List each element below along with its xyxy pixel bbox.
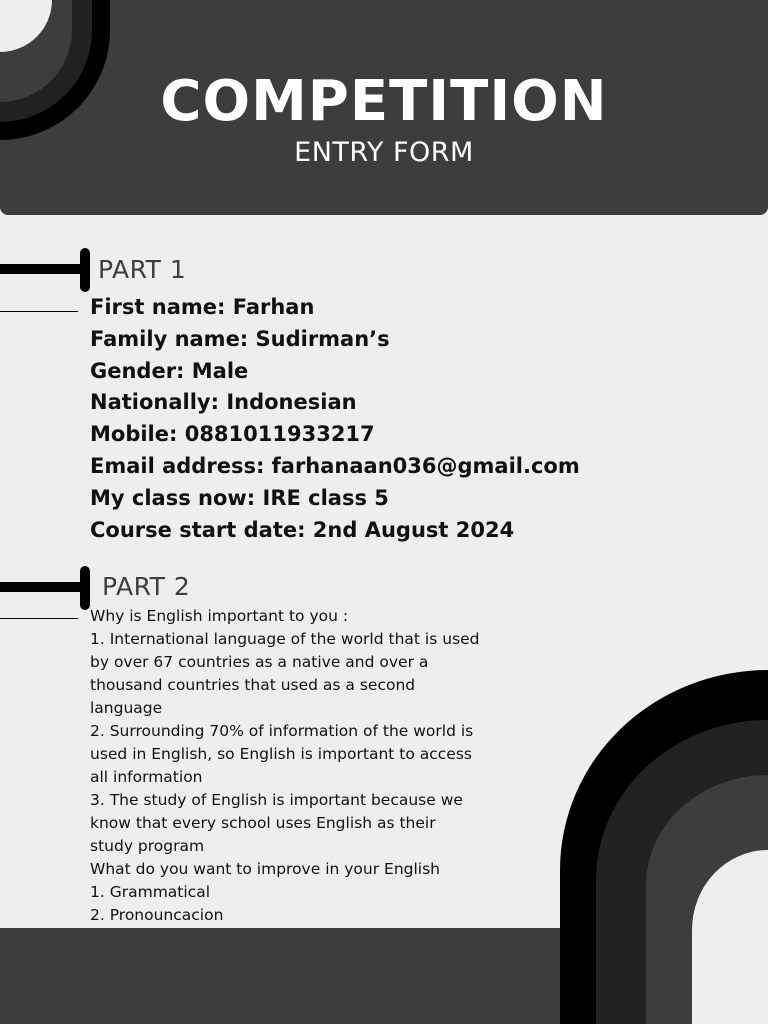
answer-line: language (90, 699, 163, 717)
answer-line: What do you want to improve in your English (90, 860, 440, 878)
part1-heading: PART 1 (98, 255, 187, 284)
form-title: COMPETITION (160, 69, 608, 134)
family-name-field: Family name: Sudirman’s (90, 326, 390, 351)
marker-line (0, 618, 78, 619)
marker-line (0, 311, 78, 312)
answer-line: know that every school uses English as their (90, 814, 436, 832)
marker-bar (0, 264, 84, 274)
answer-line: Why is English important to you : (90, 607, 349, 625)
answer-line: 2. Pronouncacion (90, 906, 224, 924)
answer-line: by over 67 countries as a native and over a (90, 653, 429, 671)
email-field: Email address: farhanaan036@gmail.com (90, 453, 580, 478)
nationality-field: Nationally: Indonesian (90, 390, 357, 415)
form-subtitle: ENTRY FORM (294, 137, 474, 168)
answer-line: all information (90, 768, 203, 786)
gender-field: Gender: Male (90, 358, 249, 383)
part1-field-list (90, 292, 650, 546)
marker-cap (80, 248, 90, 292)
answer-line: thousand countries that used as a second (90, 676, 416, 694)
marker-bar (0, 582, 88, 592)
class-field: My class now: IRE class 5 (90, 485, 389, 510)
first-name-field: First name: Farhan (90, 295, 315, 319)
part2-answer-list (90, 605, 510, 927)
course-start-date-field: Course start date: 2nd August 2024 (90, 517, 515, 542)
mobile-field: Mobile: 0881011933217 (90, 422, 375, 447)
answer-line: study program (90, 837, 205, 855)
marker-cap (80, 566, 90, 610)
answer-line: used in English, so English is important to access (90, 745, 472, 763)
answer-line: 1. International language of the world that is used (90, 630, 480, 648)
answer-line: 1. Grammatical (90, 883, 211, 901)
answer-line: 2. Surrounding 70% of information of the world is (90, 722, 474, 740)
part2-heading: PART 2 (102, 572, 191, 601)
answer-line: 3. The study of English is important because we (90, 791, 463, 809)
header-banner (0, 0, 768, 215)
arch-decoration (560, 670, 768, 1024)
